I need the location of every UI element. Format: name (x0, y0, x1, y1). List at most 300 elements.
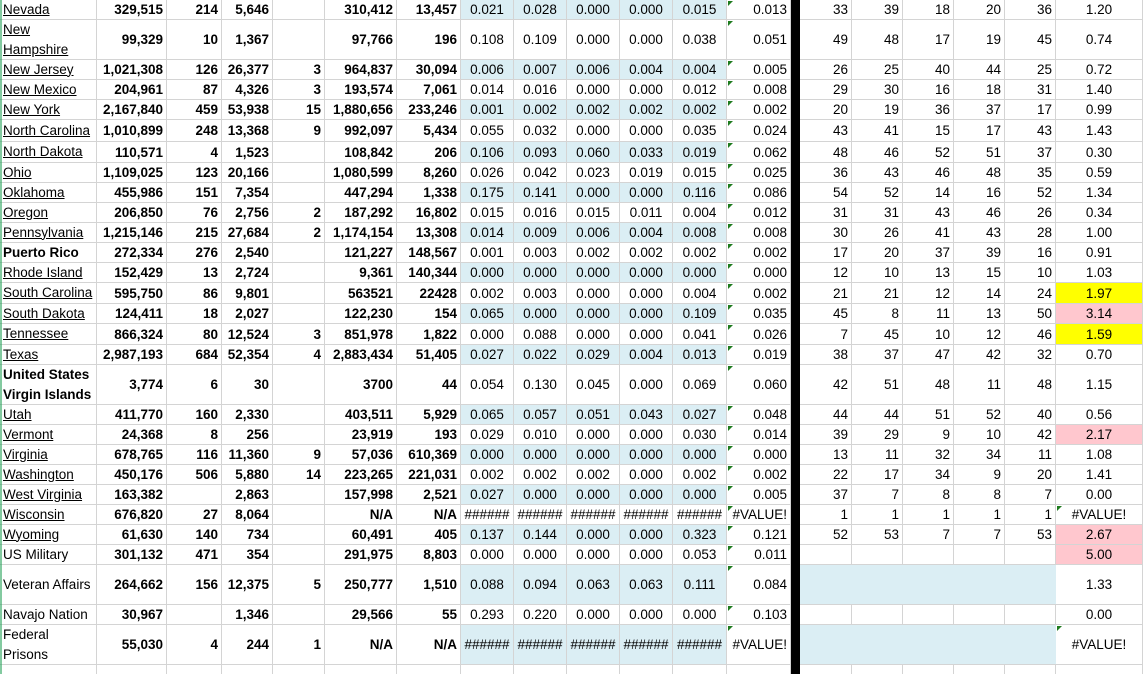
table-row[interactable] (0, 365, 1143, 405)
rank-cell[interactable] (903, 142, 954, 162)
rate-cell[interactable] (673, 425, 727, 444)
rank-cell[interactable] (800, 263, 852, 282)
rate-cell[interactable] (620, 163, 673, 182)
rank-cell[interactable] (954, 605, 1005, 624)
count-cell[interactable] (325, 605, 397, 624)
rank-cell[interactable] (1005, 263, 1056, 282)
rate-cell[interactable] (673, 223, 727, 242)
rate-cell[interactable] (620, 142, 673, 162)
rate-cell[interactable] (620, 425, 673, 444)
count-cell[interactable] (325, 505, 397, 524)
rate-cell[interactable] (567, 100, 620, 119)
row-label-cell[interactable] (0, 120, 97, 141)
rank-cell[interactable] (852, 365, 903, 404)
row-label-cell[interactable] (0, 345, 97, 364)
rank-cell[interactable] (903, 263, 954, 282)
count-cell[interactable] (273, 20, 325, 59)
count-cell[interactable] (167, 465, 222, 484)
table-row[interactable] (0, 80, 1143, 100)
count-cell[interactable] (325, 324, 397, 344)
rate-cell[interactable] (620, 304, 673, 323)
rank-cell[interactable] (852, 665, 903, 674)
ratio-cell[interactable] (1056, 365, 1143, 404)
count-cell[interactable] (222, 665, 273, 674)
count-cell[interactable] (222, 525, 273, 544)
average-rate-cell[interactable] (727, 100, 791, 119)
rate-cell[interactable] (514, 203, 567, 222)
rate-cell[interactable] (620, 545, 673, 564)
count-cell[interactable] (397, 80, 461, 99)
rank-cell[interactable] (852, 605, 903, 624)
row-label-cell[interactable] (0, 425, 97, 444)
rate-cell[interactable] (461, 485, 514, 504)
count-cell[interactable] (273, 505, 325, 524)
average-rate-cell[interactable] (727, 365, 791, 404)
average-rate-cell[interactable] (727, 243, 791, 262)
rank-cell[interactable] (954, 120, 1005, 141)
rank-cell[interactable] (954, 465, 1005, 484)
count-cell[interactable] (397, 525, 461, 544)
rank-cell[interactable] (903, 100, 954, 119)
table-row[interactable] (0, 0, 1143, 20)
average-rate-cell[interactable] (727, 425, 791, 444)
count-cell[interactable] (167, 505, 222, 524)
rate-cell[interactable] (514, 525, 567, 544)
rate-cell[interactable] (567, 465, 620, 484)
ratio-cell[interactable] (1056, 625, 1143, 664)
rank-cell[interactable] (800, 525, 852, 544)
rank-cell[interactable] (852, 283, 903, 303)
rate-cell[interactable] (567, 665, 620, 674)
count-cell[interactable] (222, 365, 273, 404)
count-cell[interactable] (97, 0, 167, 19)
rate-cell[interactable] (514, 485, 567, 504)
ratio-cell[interactable] (1056, 163, 1143, 182)
jurisdiction-link[interactable]: Rhode Island (3, 264, 83, 280)
table-row[interactable] (0, 183, 1143, 203)
count-cell[interactable] (97, 120, 167, 141)
count-cell[interactable] (397, 120, 461, 141)
average-rate-cell[interactable] (727, 0, 791, 19)
row-label-cell[interactable] (0, 545, 97, 564)
rank-cell[interactable] (903, 625, 954, 664)
rank-cell[interactable] (903, 605, 954, 624)
row-label-cell[interactable] (0, 203, 97, 222)
rank-cell[interactable] (800, 465, 852, 484)
count-cell[interactable] (167, 142, 222, 162)
rank-cell[interactable] (852, 80, 903, 99)
count-cell[interactable] (167, 80, 222, 99)
count-cell[interactable] (325, 100, 397, 119)
rate-cell[interactable] (461, 283, 514, 303)
rate-cell[interactable] (620, 465, 673, 484)
count-cell[interactable] (273, 405, 325, 424)
count-cell[interactable] (167, 20, 222, 59)
rate-cell[interactable] (514, 223, 567, 242)
rank-cell[interactable] (852, 60, 903, 79)
rank-cell[interactable] (1005, 60, 1056, 79)
rate-cell[interactable] (514, 365, 567, 404)
table-row[interactable] (0, 565, 1143, 605)
average-rate-cell[interactable] (727, 665, 791, 674)
rate-cell[interactable] (620, 120, 673, 141)
rank-cell[interactable] (903, 445, 954, 464)
rank-cell[interactable] (1005, 505, 1056, 524)
rate-cell[interactable] (461, 625, 514, 664)
count-cell[interactable] (325, 80, 397, 99)
average-rate-cell[interactable] (727, 283, 791, 303)
rank-cell[interactable] (903, 565, 954, 604)
row-label-cell[interactable] (0, 283, 97, 303)
count-cell[interactable] (97, 243, 167, 262)
rank-cell[interactable] (800, 20, 852, 59)
jurisdiction-link[interactable]: South Dakota (3, 305, 85, 321)
count-cell[interactable] (222, 80, 273, 99)
ratio-cell[interactable] (1056, 120, 1143, 141)
count-cell[interactable] (273, 445, 325, 464)
table-row[interactable] (0, 465, 1143, 485)
rank-cell[interactable] (954, 20, 1005, 59)
count-cell[interactable] (222, 304, 273, 323)
rank-cell[interactable] (954, 345, 1005, 364)
rate-cell[interactable] (461, 525, 514, 544)
count-cell[interactable] (167, 163, 222, 182)
rank-cell[interactable] (1005, 365, 1056, 404)
count-cell[interactable] (222, 605, 273, 624)
row-label-cell[interactable] (0, 263, 97, 282)
rate-cell[interactable] (567, 163, 620, 182)
rank-cell[interactable] (852, 20, 903, 59)
rate-cell[interactable] (461, 365, 514, 404)
count-cell[interactable] (222, 505, 273, 524)
rate-cell[interactable] (620, 243, 673, 262)
table-row[interactable] (0, 605, 1143, 625)
count-cell[interactable] (397, 365, 461, 404)
count-cell[interactable] (273, 565, 325, 604)
rank-cell[interactable] (1005, 283, 1056, 303)
ratio-cell[interactable] (1056, 263, 1143, 282)
average-rate-cell[interactable] (727, 120, 791, 141)
count-cell[interactable] (222, 445, 273, 464)
table-row[interactable] (0, 142, 1143, 163)
rank-cell[interactable] (1005, 243, 1056, 262)
rank-cell[interactable] (852, 445, 903, 464)
rate-cell[interactable] (673, 665, 727, 674)
count-cell[interactable] (273, 625, 325, 664)
rate-cell[interactable] (461, 243, 514, 262)
rate-cell[interactable] (620, 365, 673, 404)
rank-cell[interactable] (852, 625, 903, 664)
rate-cell[interactable] (673, 445, 727, 464)
rank-cell[interactable] (852, 565, 903, 604)
count-cell[interactable] (167, 100, 222, 119)
count-cell[interactable] (97, 525, 167, 544)
rate-cell[interactable] (620, 183, 673, 202)
rank-cell[interactable] (1005, 525, 1056, 544)
row-label-cell[interactable] (0, 100, 97, 119)
rate-cell[interactable] (514, 263, 567, 282)
jurisdiction-link[interactable]: Tennessee (3, 326, 69, 341)
rate-cell[interactable] (461, 505, 514, 524)
count-cell[interactable] (222, 183, 273, 202)
rank-cell[interactable] (852, 0, 903, 19)
count-cell[interactable] (397, 60, 461, 79)
rank-cell[interactable] (954, 243, 1005, 262)
count-cell[interactable] (397, 605, 461, 624)
table-row[interactable] (0, 60, 1143, 80)
count-cell[interactable] (167, 203, 222, 222)
rank-cell[interactable] (903, 525, 954, 544)
rate-cell[interactable] (673, 0, 727, 19)
rate-cell[interactable] (461, 0, 514, 19)
rank-cell[interactable] (1005, 545, 1056, 564)
ratio-cell[interactable] (1056, 445, 1143, 464)
count-cell[interactable] (97, 183, 167, 202)
rank-cell[interactable] (1005, 605, 1056, 624)
rank-cell[interactable] (1005, 163, 1056, 182)
count-cell[interactable] (397, 345, 461, 364)
ratio-cell[interactable] (1056, 465, 1143, 484)
row-label-cell[interactable] (0, 142, 97, 162)
rate-cell[interactable] (514, 183, 567, 202)
ratio-cell[interactable] (1056, 80, 1143, 99)
rate-cell[interactable] (567, 365, 620, 404)
count-cell[interactable] (97, 545, 167, 564)
jurisdiction-link[interactable]: Pennsylvania (3, 224, 84, 240)
rank-cell[interactable] (954, 324, 1005, 344)
count-cell[interactable] (222, 565, 273, 604)
rate-cell[interactable] (514, 545, 567, 564)
rank-cell[interactable] (800, 485, 852, 504)
count-cell[interactable] (325, 60, 397, 79)
count-cell[interactable] (222, 345, 273, 364)
rate-cell[interactable] (567, 345, 620, 364)
rate-cell[interactable] (620, 60, 673, 79)
rank-cell[interactable] (1005, 304, 1056, 323)
count-cell[interactable] (167, 625, 222, 664)
rank-cell[interactable] (852, 345, 903, 364)
rank-cell[interactable] (903, 304, 954, 323)
count-cell[interactable] (273, 665, 325, 674)
count-cell[interactable] (97, 485, 167, 504)
table-row[interactable] (0, 665, 1143, 674)
jurisdiction-link[interactable]: Nevada (3, 1, 50, 17)
average-rate-cell[interactable] (727, 345, 791, 364)
count-cell[interactable] (222, 263, 273, 282)
average-rate-cell[interactable] (727, 203, 791, 222)
count-cell[interactable] (167, 183, 222, 202)
average-rate-cell[interactable] (727, 142, 791, 162)
row-label-cell[interactable] (0, 485, 97, 504)
count-cell[interactable] (273, 60, 325, 79)
row-label-cell[interactable] (0, 163, 97, 182)
row-label-cell[interactable] (0, 525, 97, 544)
rank-cell[interactable] (800, 203, 852, 222)
count-cell[interactable] (222, 625, 273, 664)
rank-cell[interactable] (954, 565, 1005, 604)
average-rate-cell[interactable] (727, 324, 791, 344)
rank-cell[interactable] (852, 505, 903, 524)
table-row[interactable] (0, 525, 1143, 545)
table-row[interactable] (0, 20, 1143, 60)
rank-cell[interactable] (954, 203, 1005, 222)
rate-cell[interactable] (673, 605, 727, 624)
rank-cell[interactable] (852, 100, 903, 119)
rank-cell[interactable] (852, 485, 903, 504)
count-cell[interactable] (397, 203, 461, 222)
rate-cell[interactable] (673, 243, 727, 262)
rate-cell[interactable] (567, 625, 620, 664)
count-cell[interactable] (325, 425, 397, 444)
count-cell[interactable] (222, 120, 273, 141)
rate-cell[interactable] (461, 304, 514, 323)
rate-cell[interactable] (567, 545, 620, 564)
average-rate-cell[interactable] (727, 223, 791, 242)
rate-cell[interactable] (620, 0, 673, 19)
jurisdiction-link[interactable]: North Carolina (3, 122, 91, 138)
rate-cell[interactable] (673, 283, 727, 303)
row-label-cell[interactable] (0, 565, 97, 604)
rank-cell[interactable] (852, 465, 903, 484)
rank-cell[interactable] (954, 665, 1005, 674)
rank-cell[interactable] (954, 485, 1005, 504)
rate-cell[interactable] (620, 263, 673, 282)
rate-cell[interactable] (673, 80, 727, 99)
count-cell[interactable] (397, 425, 461, 444)
count-cell[interactable] (97, 223, 167, 242)
rate-cell[interactable] (673, 20, 727, 59)
rank-cell[interactable] (1005, 80, 1056, 99)
count-cell[interactable] (167, 565, 222, 604)
rate-cell[interactable] (461, 163, 514, 182)
rate-cell[interactable] (514, 283, 567, 303)
count-cell[interactable] (97, 283, 167, 303)
rank-cell[interactable] (800, 243, 852, 262)
count-cell[interactable] (97, 505, 167, 524)
jurisdiction-link[interactable]: Vermont (3, 426, 54, 442)
row-label-cell[interactable] (0, 243, 97, 262)
count-cell[interactable] (97, 405, 167, 424)
rate-cell[interactable] (620, 525, 673, 544)
rank-cell[interactable] (1005, 120, 1056, 141)
rate-cell[interactable] (514, 142, 567, 162)
count-cell[interactable] (273, 243, 325, 262)
row-label-cell[interactable] (0, 445, 97, 464)
count-cell[interactable] (97, 565, 167, 604)
rate-cell[interactable] (514, 0, 567, 19)
count-cell[interactable] (167, 60, 222, 79)
rank-cell[interactable] (1005, 142, 1056, 162)
rate-cell[interactable] (673, 163, 727, 182)
count-cell[interactable] (97, 304, 167, 323)
count-cell[interactable] (325, 263, 397, 282)
rate-cell[interactable] (673, 100, 727, 119)
rate-cell[interactable] (567, 425, 620, 444)
ratio-cell[interactable] (1056, 142, 1143, 162)
rank-cell[interactable] (954, 365, 1005, 404)
count-cell[interactable] (273, 525, 325, 544)
rate-cell[interactable] (461, 565, 514, 604)
table-row[interactable] (0, 345, 1143, 365)
rank-cell[interactable] (954, 445, 1005, 464)
count-cell[interactable] (97, 142, 167, 162)
rank-cell[interactable] (800, 80, 852, 99)
rate-cell[interactable] (461, 142, 514, 162)
rate-cell[interactable] (673, 304, 727, 323)
rate-cell[interactable] (567, 142, 620, 162)
rate-cell[interactable] (673, 183, 727, 202)
count-cell[interactable] (325, 465, 397, 484)
count-cell[interactable] (397, 405, 461, 424)
average-rate-cell[interactable] (727, 525, 791, 544)
count-cell[interactable] (167, 425, 222, 444)
count-cell[interactable] (325, 445, 397, 464)
rank-cell[interactable] (800, 505, 852, 524)
count-cell[interactable] (273, 80, 325, 99)
count-cell[interactable] (397, 0, 461, 19)
rate-cell[interactable] (567, 243, 620, 262)
count-cell[interactable] (97, 163, 167, 182)
count-cell[interactable] (325, 365, 397, 404)
rate-cell[interactable] (567, 485, 620, 504)
count-cell[interactable] (97, 263, 167, 282)
average-rate-cell[interactable] (727, 405, 791, 424)
average-rate-cell[interactable] (727, 80, 791, 99)
rank-cell[interactable] (903, 324, 954, 344)
ratio-cell[interactable] (1056, 565, 1143, 604)
rank-cell[interactable] (903, 163, 954, 182)
rate-cell[interactable] (461, 465, 514, 484)
rate-cell[interactable] (514, 20, 567, 59)
count-cell[interactable] (397, 465, 461, 484)
rank-cell[interactable] (800, 0, 852, 19)
count-cell[interactable] (222, 163, 273, 182)
rate-cell[interactable] (461, 120, 514, 141)
row-label-cell[interactable] (0, 183, 97, 202)
rank-cell[interactable] (800, 625, 852, 664)
count-cell[interactable] (325, 223, 397, 242)
rate-cell[interactable] (620, 485, 673, 504)
ratio-cell[interactable] (1056, 665, 1143, 674)
rank-cell[interactable] (1005, 324, 1056, 344)
rate-cell[interactable] (673, 565, 727, 604)
count-cell[interactable] (97, 20, 167, 59)
rank-cell[interactable] (954, 80, 1005, 99)
rank-cell[interactable] (903, 545, 954, 564)
rank-cell[interactable] (852, 545, 903, 564)
rate-cell[interactable] (673, 120, 727, 141)
rate-cell[interactable] (514, 80, 567, 99)
row-label-cell[interactable] (0, 605, 97, 624)
count-cell[interactable] (167, 445, 222, 464)
table-row[interactable] (0, 283, 1143, 304)
table-row[interactable] (0, 100, 1143, 120)
rank-cell[interactable] (800, 565, 852, 604)
rate-cell[interactable] (461, 605, 514, 624)
count-cell[interactable] (397, 283, 461, 303)
rate-cell[interactable] (567, 0, 620, 19)
count-cell[interactable] (325, 485, 397, 504)
rate-cell[interactable] (620, 345, 673, 364)
rate-cell[interactable] (567, 324, 620, 344)
count-cell[interactable] (97, 425, 167, 444)
rank-cell[interactable] (903, 60, 954, 79)
row-label-cell[interactable] (0, 0, 97, 19)
rank-cell[interactable] (800, 100, 852, 119)
average-rate-cell[interactable] (727, 163, 791, 182)
jurisdiction-link[interactable]: Virginia (3, 446, 48, 462)
ratio-cell[interactable] (1056, 183, 1143, 202)
